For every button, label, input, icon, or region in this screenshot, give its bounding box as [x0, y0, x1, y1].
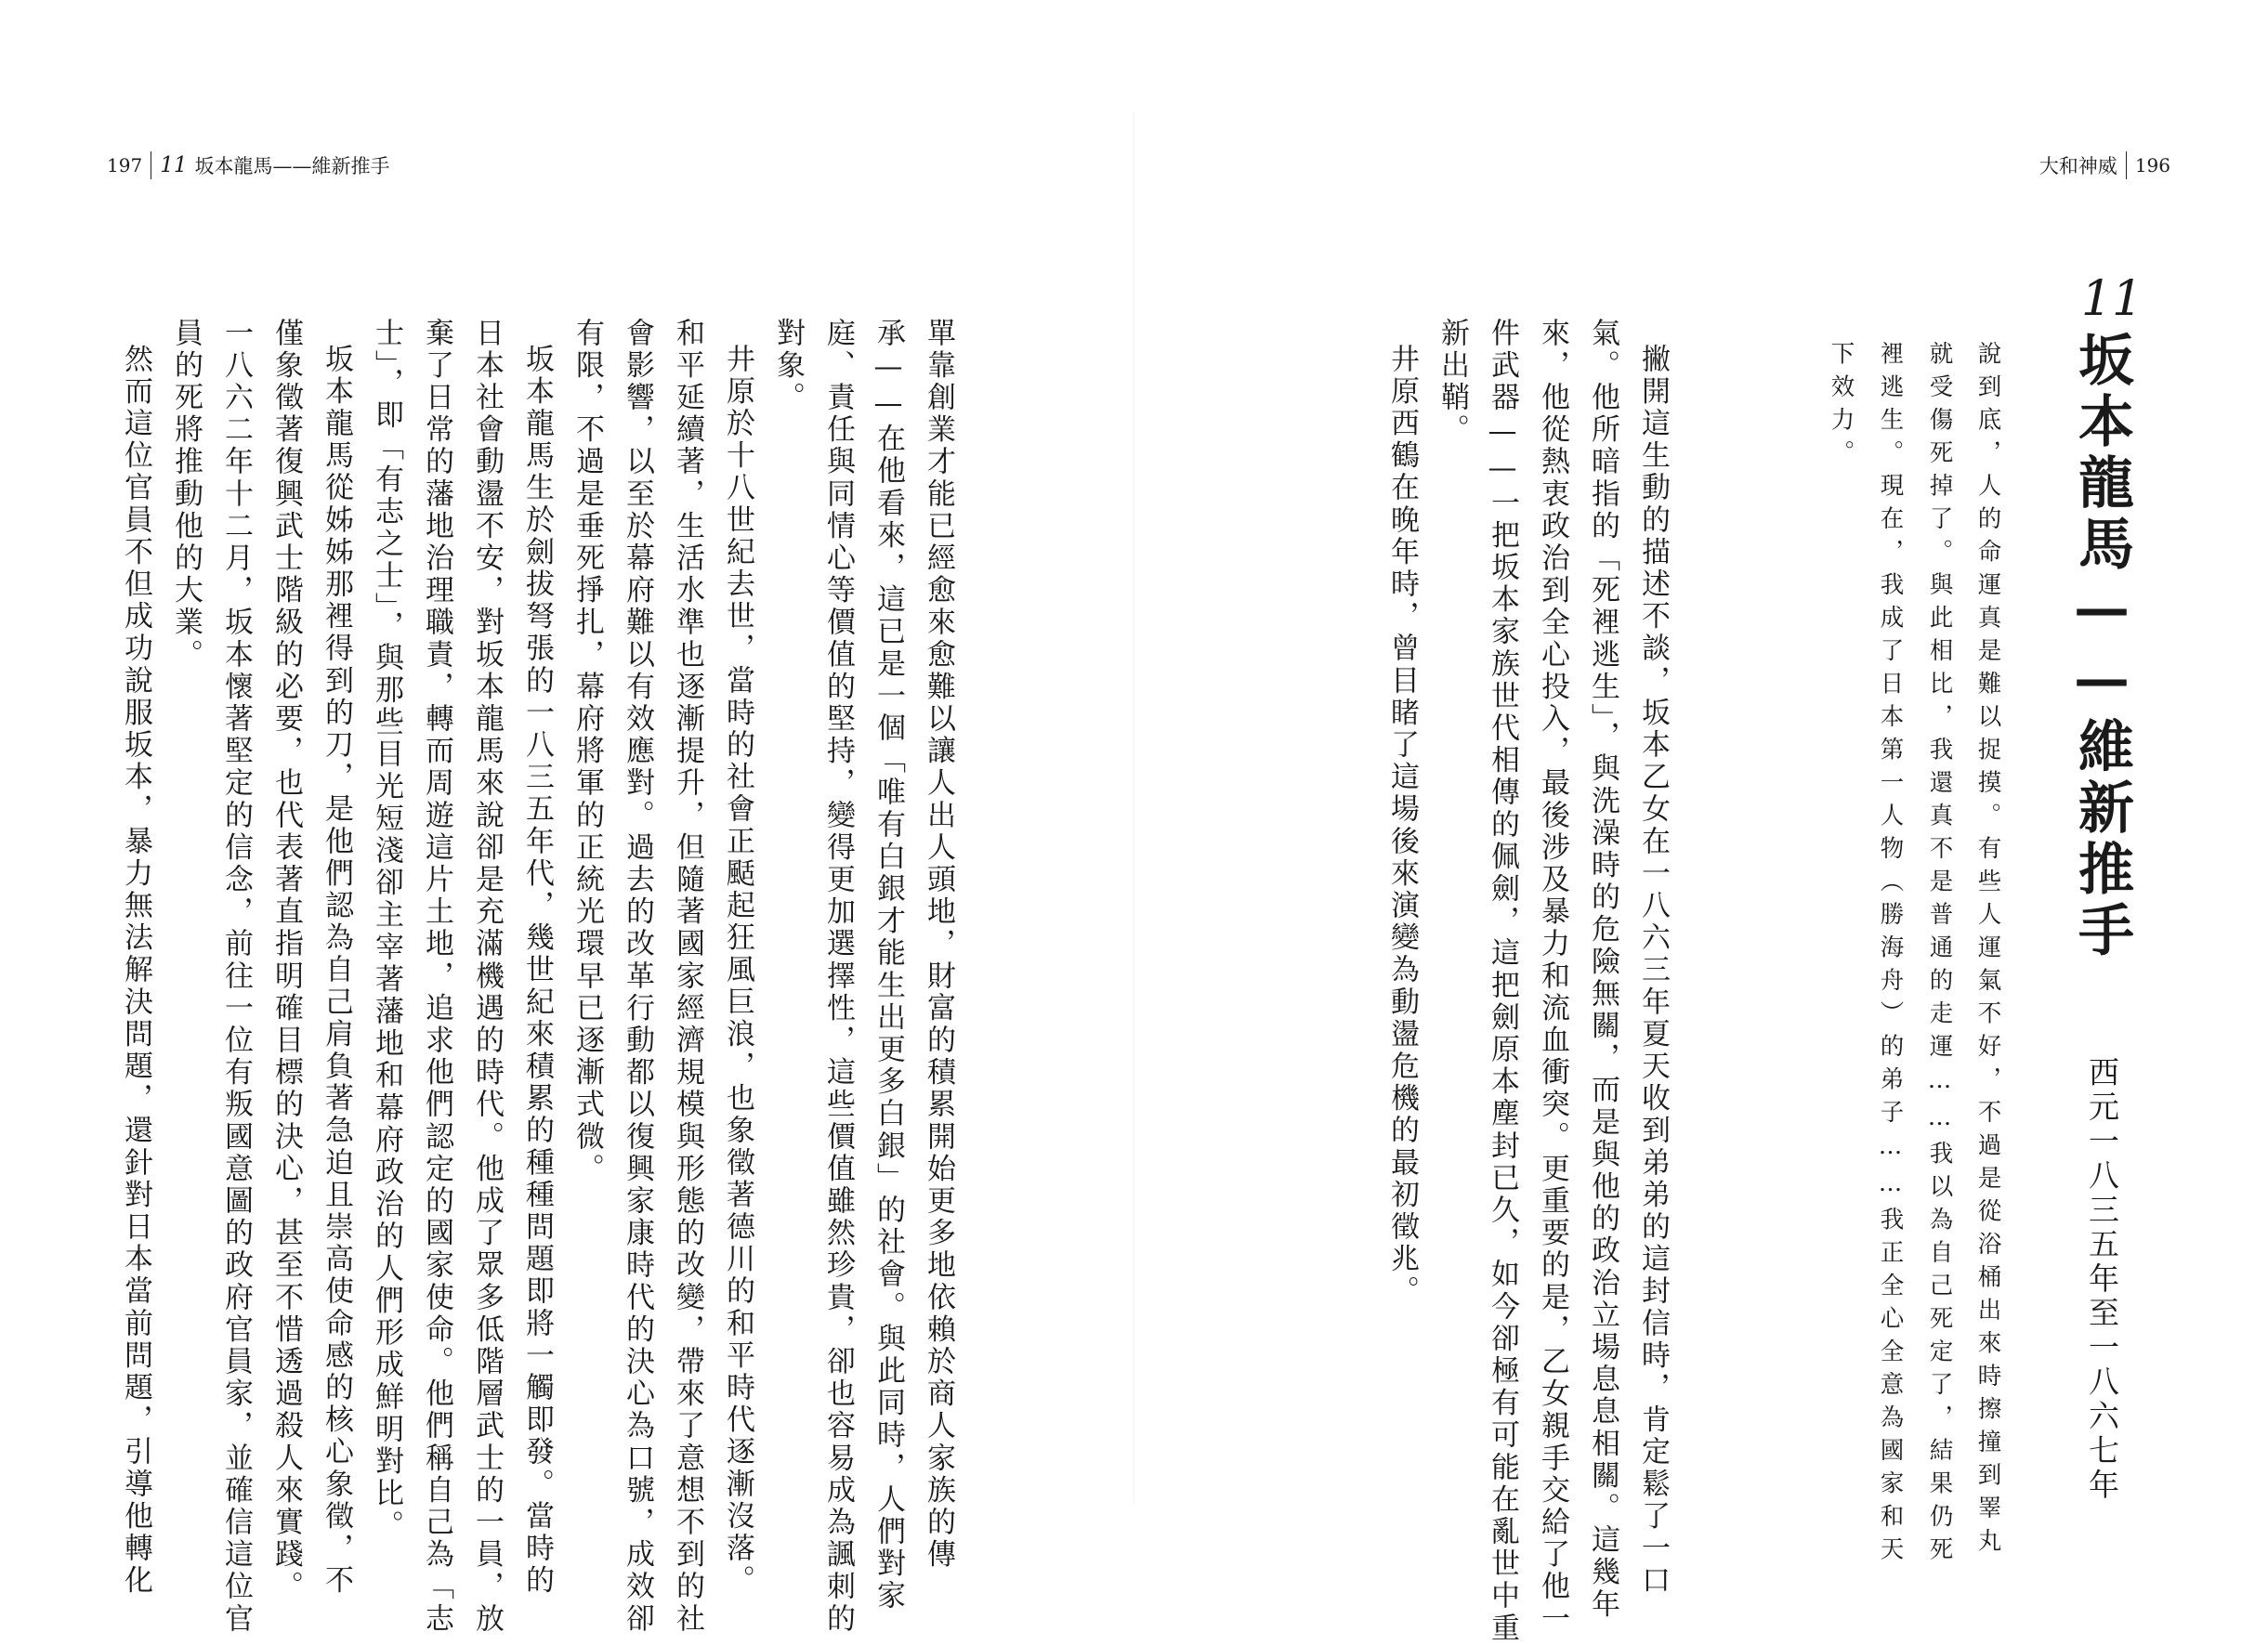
chapter-dates: 西元一八三五年至一八六七年 — [2084, 1056, 2120, 1503]
body-paragraph-line: 氣。他所暗指的「死裡逃生」，與洗澡時的危險無關，而是與他的政治立場息息相關。這幾年 — [1586, 318, 1619, 1622]
quote-line: 裡逃生。現在，我成了日本第一人物（勝海舟）的弟子……我正全心全意為國家和天 — [1876, 341, 1905, 1570]
quote-line: 下效力。 — [1827, 341, 1855, 473]
left-chapter-number: 11 — [160, 153, 188, 177]
left-running-head — [107, 147, 389, 184]
body-paragraph-line: 然而這位官員不但成功說服坂本，暴力無法解決問題，還針對日本當前問題，引導他轉化 — [119, 344, 152, 1598]
body-paragraph-line: 井原於十八世紀去世，當時的社會正颳起狂風巨浪，也象徵著德川的和平時代逐漸沒落。 — [721, 344, 754, 1598]
body-paragraph-line: 棄了日常的藩地治理職責，轉而周遊這片土地，追求他們認定的國家使命。他們稱自己為「志 — [420, 318, 453, 1636]
body-paragraph-line: 新出鞘。 — [1436, 318, 1469, 447]
body-paragraph-line: 和平延續著，生活水準也逐漸提升，但隨著國家經濟規模與形態的改變，帶來了意想不到的社 — [671, 318, 704, 1636]
right-page-number: 196 — [2134, 154, 2170, 176]
body-paragraph-line: 撇開這生動的描述不談，坂本乙女在一八六三年夏天收到弟弟的這封信時，肯定鬆了一口 — [1636, 344, 1670, 1598]
body-paragraph-line: 單靠創業才能已經愈來愈難以讓人出人頭地，財富的積累開始更多地依賴於商人家族的傳 — [922, 318, 955, 1572]
body-paragraph-line: 僅象徵著復興武士階級的必要，也代表著直指明確目標的決心，甚至不惜透過殺人來實踐。 — [269, 318, 303, 1603]
body-paragraph-line: 件武器——一把坂本家族世代相傳的佩劍，這把劍原本塵封已久，如今卻極有可能在亂世中重 — [1486, 318, 1519, 1645]
body-paragraph-line: 承——在他看來，這已是一個「唯有白銀才能生出更多白銀」的社會。與此同時，人們對家 — [872, 318, 905, 1612]
body-paragraph-line: 來，他從熱衷政治到全心投入，最後涉及暴力和流血衝突。更重要的是，乙女親手交給了他一 — [1536, 318, 1569, 1636]
body-paragraph-line: 會影響，以至於幕府難以有效應對。過去的改革行動都以復興家康時代的決心為口號，成效卻 — [621, 318, 654, 1636]
body-paragraph-line: 有限，不過是垂死掙扎，幕府將軍的正統光環早已逐漸式微。 — [570, 318, 604, 1186]
quote-line: 說到底，人的命運真是難以捉摸。有些人運氣不好，不過是從浴桶出來時擦撞到睪丸 — [1973, 341, 2002, 1561]
left-running-title: 坂本龍馬——維新推手 — [194, 155, 390, 177]
body-paragraph-line: 坂本龍馬從姊姊那裡得到的刀，是他們認為自己肩負著急迫且崇高使命感的核心象徵，不 — [320, 344, 353, 1598]
body-paragraph-line: 對象。 — [771, 318, 805, 414]
body-paragraph-line: 井原西鶴在晚年時，曾目睹了這場後來演變為動盪危機的最初徵兆。 — [1385, 344, 1419, 1308]
right-running-title: 大和神威 — [2039, 155, 2117, 177]
body-paragraph-line: 坂本龍馬生於劍拔弩張的一八三五年代，幾世紀來積累的種種問題即將一觸即發。當時的 — [520, 344, 554, 1598]
body-paragraph-line: 士」，即「有志之士」，與那些目光短淺卻主宰著藩地和幕府政治的人們形成鮮明對比。 — [370, 318, 403, 1543]
right-running-head — [2039, 147, 2170, 184]
body-paragraph-line: 員的死將推動他的大業。 — [169, 318, 203, 672]
body-paragraph-line: 日本社會動盪不安，對坂本龍馬來說卻是充滿機遇的時代。他成了眾多低階層武士的一員，放 — [470, 318, 504, 1636]
body-paragraph-line: 一八六二年十二月，坂本懷著堅定的信念，前往一位有叛國意圖的政府官員家，並確信這位官 — [219, 318, 253, 1636]
chapter-number: 11 — [2080, 271, 2143, 327]
body-paragraph-line: 庭、責任與同情心等價值的堅持，變得更加選擇性，這些價值雖然珍貴，卻也容易成為諷刺的 — [821, 318, 855, 1636]
chapter-title: 坂本龍馬——維新推手 — [2069, 331, 2134, 962]
left-page-number: 197 — [107, 154, 143, 176]
right-head-divider — [2126, 151, 2127, 179]
quote-line: 就受傷死掉了。與此相比，我還真不是普通的走運……我以為自己死定了，結果仍死 — [1925, 341, 1954, 1570]
